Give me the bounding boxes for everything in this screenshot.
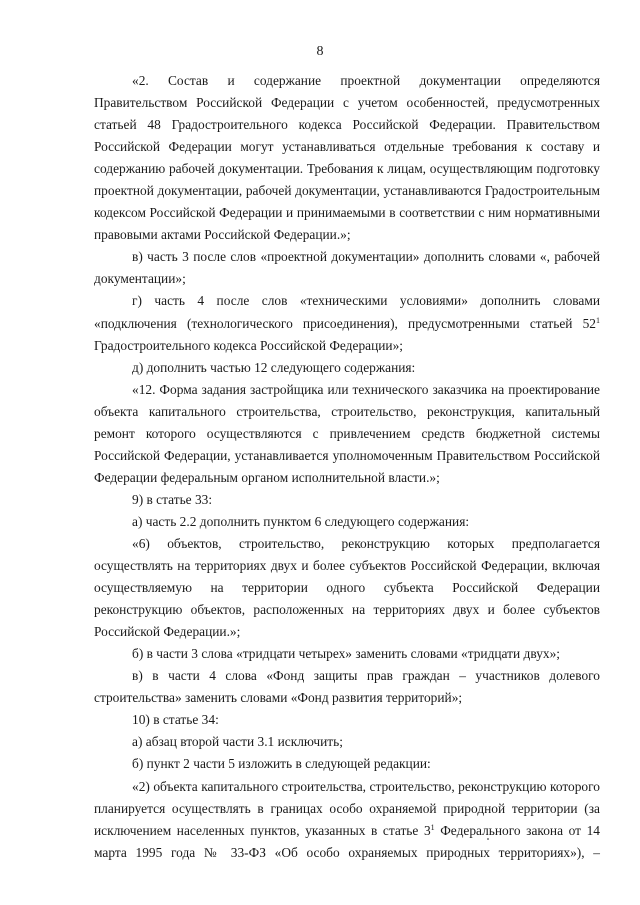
superscript-marker: 1 (596, 315, 600, 325)
paragraph-protected-territory (94, 776, 600, 864)
paragraph-remove-paragraph-2: а) абзац второй части 3.1 исключить; (132, 734, 343, 750)
paragraph-text: г) часть 4 после слов «техническими условиями» дополнить словами «подключения (технологического присоединения), предусмотренными статьей 52 (94, 293, 600, 331)
scan-speck (487, 838, 489, 840)
paragraph-task-form: «12. Форма задания застройщика или технического заказчика на проектирование объекта капитального строительства, строительство, реконструкция, капитальный ремонт которого осуществляются с привлечением средств бюджетной системы Российской Федерации, устанавливается уполномоченным Правительством Российской Федерации федеральным органом исполнительной власти.»; (94, 381, 600, 485)
paragraph-item-6: «6) объектов, строительство, реконструкцию которых предполагается осуществлять на территориях двух и более субъектов Российской Федерации, включая осуществляемую на территории одного субъекта Российской Федерации реконструкцию объектов, расположенных на территориях двух и более субъектов Российской Федерации.»; (94, 535, 600, 640)
paragraph-amend-part-3: в) часть 3 после слов «проектной документации» дополнить словами «, рабочей документации»; (94, 249, 600, 287)
paragraph-article-34: 10) в статье 34: (132, 712, 219, 728)
page-number: 8 (316, 44, 324, 59)
superscript-marker: 1 (430, 822, 435, 832)
paragraph-text: Градостроительного кодекса Российской Федерации»; (94, 337, 403, 353)
paragraph-amend-item-2: б) пункт 2 части 5 изложить в следующей редакции: (132, 756, 431, 772)
paragraph-add-part-12: д) дополнить частью 12 следующего содержания: (132, 359, 416, 375)
paragraph-article-33: 9) в статье 33: (132, 491, 213, 507)
paragraph-amend-part-4 (94, 290, 600, 356)
paragraph-design-documentation: «2. Состав и содержание проектной документации определяются Правительством Российской Федерации с учетом особенностей, предусмотренных статьей 48 Градостроительного кодекса Российской Федерации. Правительством Российской Федерации могут устанавливаться отдельные требования к составу и содержанию рабочей документации. Требования к лицам, осуществляющим подготовку проектной документации, рабочей документации, устанавливаются Градостроительным кодексом Российской Федерации и принимаемыми в соответствии с ним нормативными правовыми актами Российской Федерации.»; (94, 73, 600, 243)
paragraph-text: «2) объекта капитального строительства, строительство, реконструкцию которого планируется осуществлять в границах особо охраняемой природной территории (за исключением населенных пунктов, указанных в статье 3 (94, 778, 600, 838)
paragraph-text: Федерального закона от 14 марта 1995 года № 33-ФЗ «Об особо охраняемых природных территориях»), – (94, 822, 600, 860)
paragraph-amend-part-3-words: б) в части 3 слова «тридцати четырех» заменить словами «тридцати двух»; (132, 646, 561, 662)
paragraph-amend-part-2-2: а) часть 2.2 дополнить пунктом 6 следующего содержания: (132, 513, 470, 529)
document-body (94, 70, 600, 864)
paragraph-amend-part-4-fund: в) в части 4 слова «Фонд защиты прав граждан – участников долевого строительства» заменить словами «Фонд развития территорий»; (94, 668, 600, 706)
